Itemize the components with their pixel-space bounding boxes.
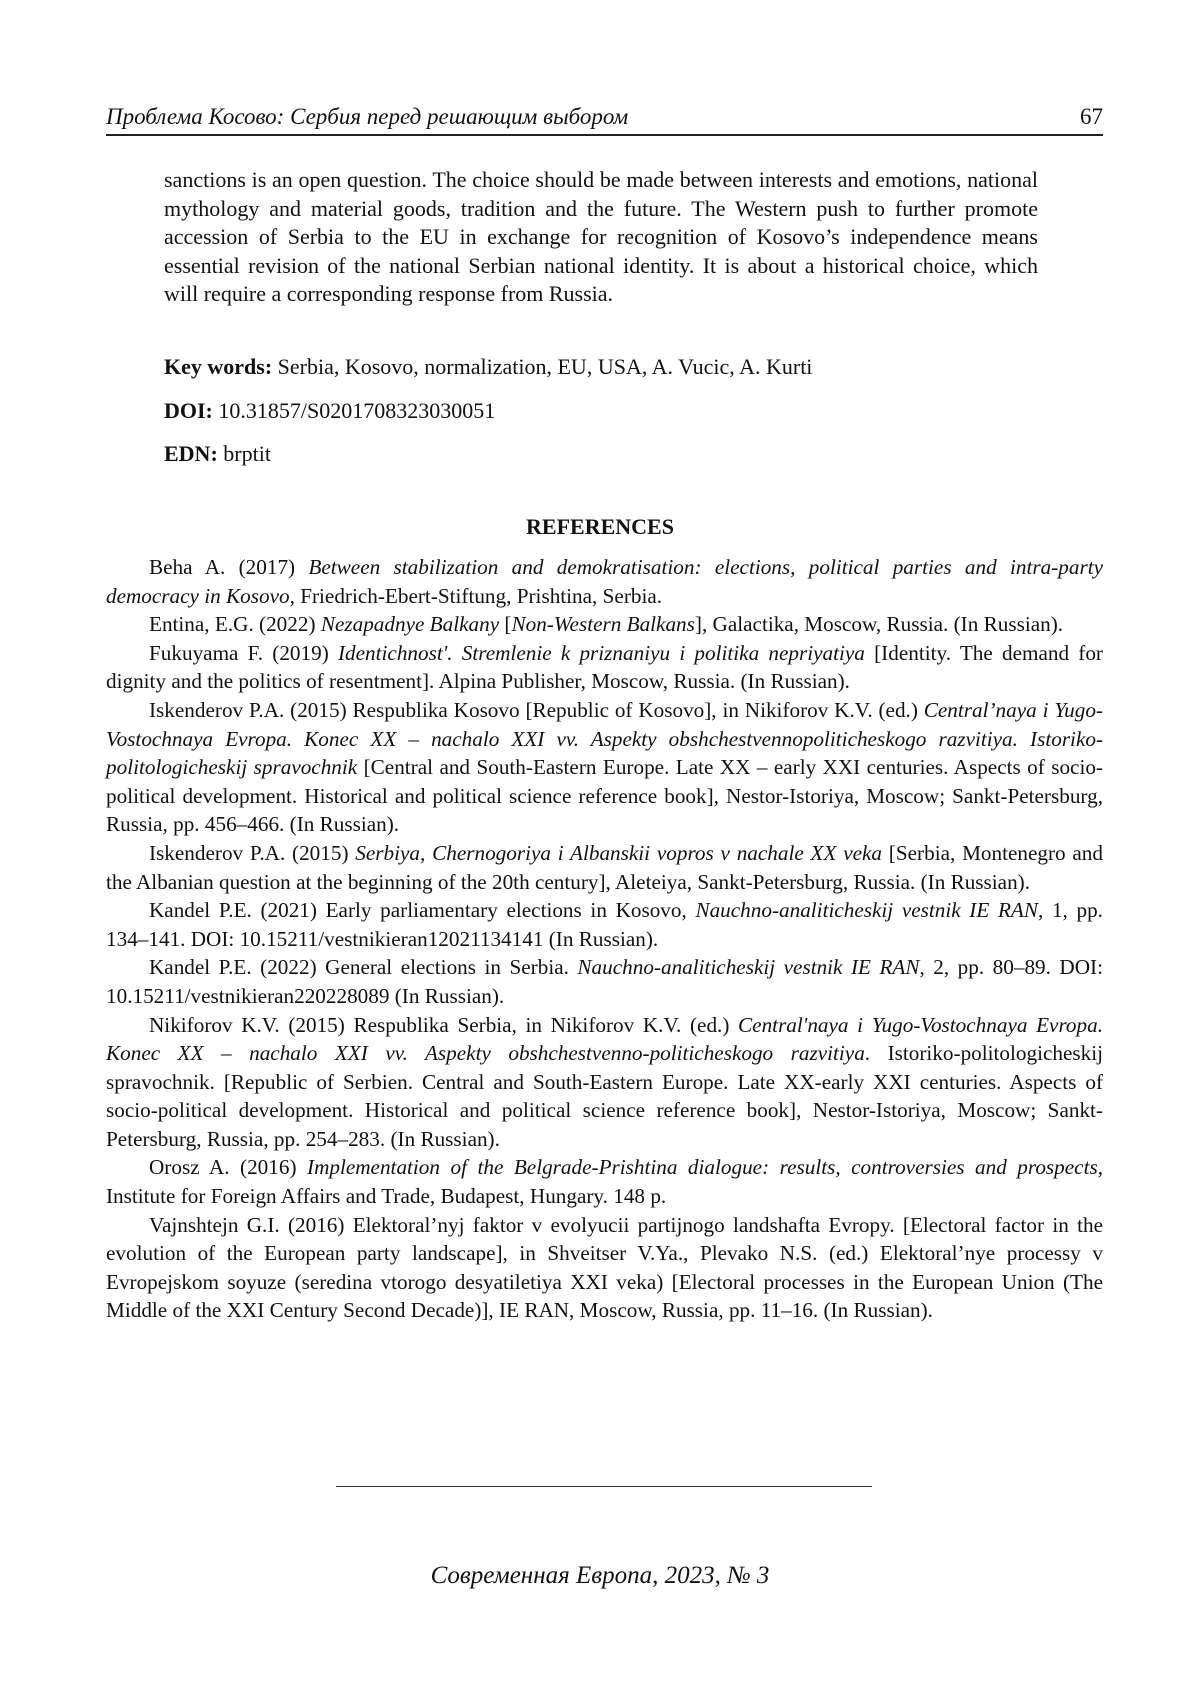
references-heading: REFERENCES [526, 514, 674, 539]
page-number: 67 [1080, 104, 1103, 129]
reference-item: Vajnshtejn G.I. (2016) Elektoral’nyj faktor v evolyucii partijnogo landshafta Evropy. [Electoral factor in the evolution of the European party landscape], in Shveitser V.Ya., Plevako N.S. (ed.) Elektoral’nye processy v Evropejskom soyuze (seredina vtorogo desyatiletiya XXI veka) [Electoral processes in the European Union (The Middle of the XXI Century Second Decade)], IE RAN, Moscow, Russia, pp. 11–16. (In Russian). [106, 1212, 1103, 1323]
reference-item: Orosz A. (2016) Implementation of the Belgrade-Prishtina dialogue: results, controversies and prospects, Institute for Foreign Affairs and Trade, Budapest, Hungary. 148 p. [106, 1155, 1104, 1209]
references-list [106, 553, 1103, 1325]
keywords-label: Key words: [164, 354, 273, 379]
doi-value: 10.31857/S0201708323030051 [218, 398, 496, 423]
reference-item: Entina, E.G. (2022) Nezapadnye Balkany [Non-Western Balkans], Galactika, Moscow, Russia. (In Russian). [149, 612, 1064, 637]
doi-label: DOI: [164, 398, 213, 423]
keywords-value: Serbia, Kosovo, normalization, EU, USA, A. Vucic, A. Kurti [277, 354, 813, 379]
reference-item: Kandel P.E. (2022) General elections in Serbia. Nauchno-analiticheskij vestnik IE RAN, 2, pp. 80–89. DOI: 10.15211/vestnikieran220228089 (In Russian). [106, 955, 1103, 1008]
end-rule-divider [336, 1486, 872, 1487]
running-header [106, 104, 1103, 136]
edn-line [164, 441, 271, 467]
reference-item: Nikiforov K.V. (2015) Respublika Serbia, in Nikiforov K.V. (ed.) Central'naya i Yugo-Vostochnaya Evropa. Konec XX – nachalo XXI vv. Aspekty obshchestvenno-politicheskogo razvitiya. Istoriko-politologicheskij spravochnik. [Republic of Serbien. Central and South-Eastern Europe. Late XX-early XXI centuries. Aspects of socio-political development. Historical and political science reference book], Nestor-Istoriya, Moscow; Sankt-Petersburg, Russia, pp. 254–283. (In Russian). [106, 1012, 1103, 1151]
reference-item: Iskenderov P.A. (2015) Serbiya, Chernogoriya i Albanskii vopros v nachale XX veka [Serbia, Montenegro and the Albanian question at the beginning of the 20th century], Aleteiya, Sankt-Petersburg, Russia. (In Russian). [106, 840, 1103, 894]
journal-footer: Современная Европа, 2023, № 3 [430, 1562, 770, 1589]
abstract-text: sanctions is an open question. The choice should be made between interests and emotions, national mythology and material goods, tradition and the future. The Western push to further promote accession of Serbia to the EU in exchange for recognition of Kosovo’s independence means essential revision of the national Serbian national identity. It is about a historical choice, which will require a corresponding response from Russia. [164, 167, 1038, 307]
doi-line [164, 398, 495, 424]
edn-label: EDN: [164, 441, 218, 466]
keywords-line [164, 354, 812, 380]
reference-item: Beha A. (2017) Between stabilization and demokratisation: elections, political parties and intra-party democracy in Kosovo, Friedrich-Ebert-Stiftung, Prishtina, Serbia. [106, 555, 1103, 608]
running-title: Проблема Косово: Сербия перед решающим выбором [106, 104, 629, 129]
reference-item: Iskenderov P.A. (2015) Respublika Kosovo [Republic of Kosovo], in Nikiforov K.V. (ed.) Central’naya i Yugo-Vostochnaya Evropa. Konec XX – nachalo XXI vv. Aspekty obshchestvennopoliticheskogo razvitiya. Istoriko-politologicheskij spravochnik [Central and South-Eastern Europe. Late XX – early XXI centuries. Aspects of socio-political development. Historical and political science reference book], Nestor-Istoriya, Moscow; Sankt-Petersburg, Russia, pp. 456–466. (In Russian). [106, 697, 1103, 837]
edn-value: brptit [223, 441, 271, 466]
reference-item: Fukuyama F. (2019) Identichnost'. Stremlenie k priznaniyu i politika nepriyatiya [Identity. The demand for dignity and the politics of resentment]. Alpina Publisher, Moscow, Russia. (In Russian). [106, 640, 1103, 694]
reference-item: Kandel P.E. (2021) Early parliamentary elections in Kosovo, Nauchno-analiticheskij vestnik IE RAN, 1, pp. 134–141. DOI: 10.15211/vestnikieran12021134141 (In Russian). [106, 898, 1103, 951]
